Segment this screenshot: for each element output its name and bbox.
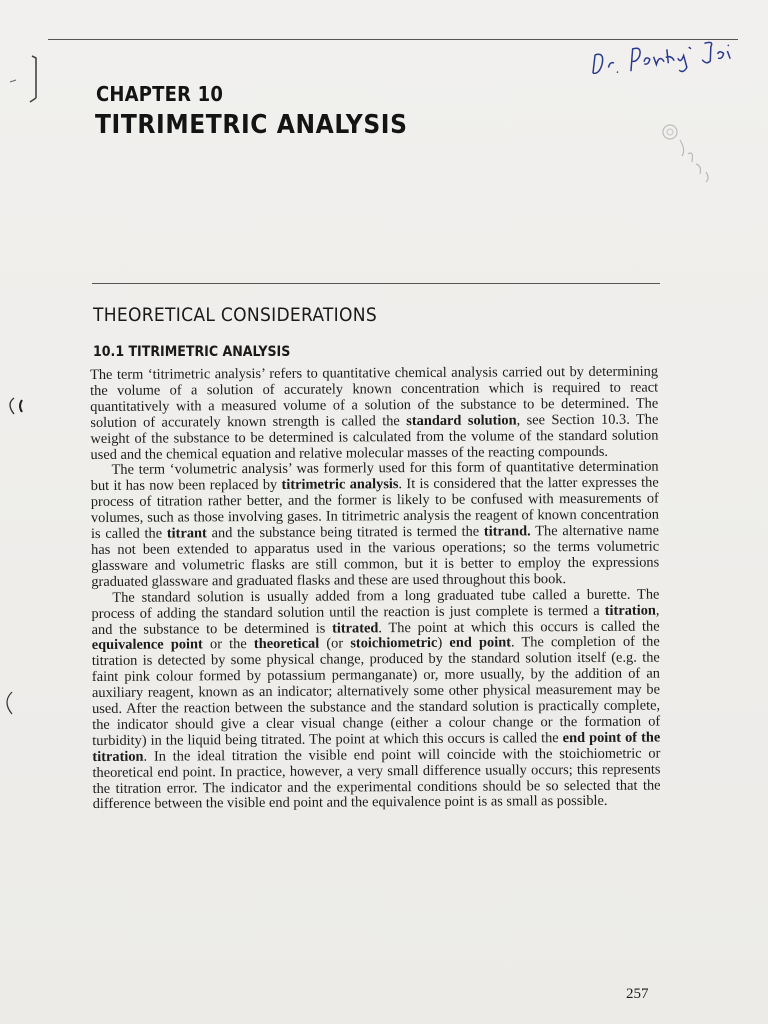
bold-term: titration bbox=[604, 602, 656, 619]
text-run: The term ‘titrimetric analysis’ refers to quantitative chemical analysis carried out by determining the volume of a solution of accurately known concentration which is required to react quantitatively with a measured volume of a solution of the substance to be determined. The solution of accurately known strength is called the bbox=[89, 363, 659, 431]
margin-paren-mark bbox=[0, 690, 20, 718]
bold-term: standard solution bbox=[406, 412, 517, 429]
text-run: . The point at which this occurs is called the bbox=[378, 618, 660, 636]
chapter-label: CHAPTER 10 bbox=[96, 82, 224, 106]
text-run: The alternative name has not been extended to apparatus used in the various operations; so the terms volumetric glassware and volumetric flasks are still common, but it is better to employ the expressions graduated glassware and graduated flasks and these are used throughout this book. bbox=[91, 522, 660, 590]
text-run: . It is considered that the latter expresses the process of titration rather better, and the former is likely to be confused with measurements of volumes, such as those involving gases. In titrimetric analysis the reagent of known concentration is called the bbox=[90, 474, 659, 543]
text-run: , and the substance to be determined is bbox=[91, 602, 660, 638]
faint-stamp-mark bbox=[652, 120, 732, 190]
page-number: 257 bbox=[626, 986, 649, 1002]
part-heading: THEORETICAL CONSIDERATIONS bbox=[93, 304, 377, 326]
text-run: (or bbox=[319, 635, 351, 653]
text-run: . The completion of the titration is detected by some physical change, produced by the standard solution itself (e.g. the faint pink colour formed by potassium permanganate) or, more usually, by the addition of an auxiliary reagent, known as an indicator; alternatively some other physical measurement may be used. After the reaction between the substance and the standard solution is practically complete, the indicator should give a clear visual change (either a colour change or the formation of turbidity) in the liquid being titrated. The point at which this occurs is called the bbox=[91, 633, 661, 749]
chapter-title: TITRIMETRIC ANALYSIS bbox=[95, 110, 408, 140]
bold-term: end point bbox=[449, 634, 512, 652]
text-run: or the bbox=[202, 636, 254, 653]
bold-term: titrimetric analysis bbox=[281, 476, 399, 494]
paragraph bbox=[90, 365, 659, 464]
margin-bracket-mark bbox=[2, 394, 32, 418]
body-text bbox=[90, 365, 661, 814]
section-rule bbox=[92, 283, 660, 284]
text-run: . In the ideal titration the visible end point will coincide with the stoichiometric or theoretical end point. In practice, however, a very small difference usually occurs; this represents the titration error. The indicator and the experimental conditions should be so selected that the difference between the visible end point and the equivalence point is as small as possible. bbox=[92, 745, 661, 813]
bold-term: titrant bbox=[166, 525, 207, 542]
text-run: The term ‘volumetric analysis’ was formerly used for this form of quantitative determination but it has now been replaced by bbox=[90, 458, 659, 495]
paragraph bbox=[91, 460, 660, 591]
paragraph bbox=[91, 587, 660, 813]
text-run: , see Section 10.3. The weight of the substance to be determined is calculated from the volume of the standard solution used and the chemical equation and relative molecular masses of the reacting compounds. bbox=[90, 411, 659, 463]
margin-pencil-mark bbox=[4, 40, 44, 110]
bold-term: stoichiometric bbox=[350, 635, 438, 652]
bold-term: theoretical bbox=[253, 636, 320, 653]
text-run: and the substance being titrated is termed the bbox=[206, 523, 484, 542]
bold-term: titrand. bbox=[483, 523, 531, 540]
text-run: ) bbox=[437, 635, 450, 652]
text-run: The standard solution is usually added from a long graduated tube called a burette. The process of adding the standard solution until the reaction is just complete is termed a bbox=[91, 586, 660, 622]
bold-term: end point of the titration bbox=[92, 729, 661, 765]
bold-term: titrated bbox=[331, 619, 379, 637]
bold-term: equivalence point bbox=[91, 636, 203, 654]
section-heading: 10.1 TITRIMETRIC ANALYSIS bbox=[93, 344, 291, 360]
